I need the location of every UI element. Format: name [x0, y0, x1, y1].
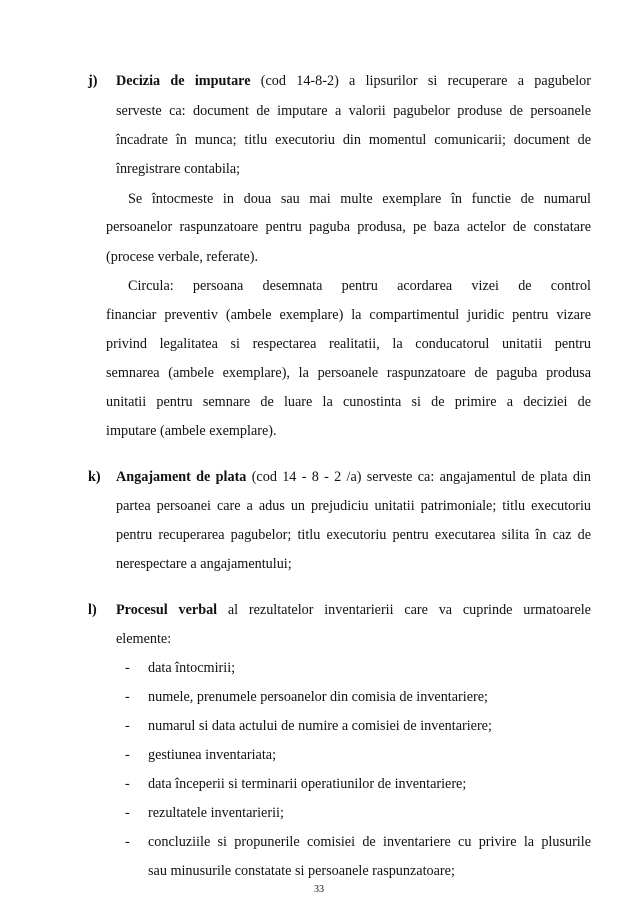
section-j-paragraph3-line: privind legalitatea si respectarea realitatii, la conducatorul unitatii pentru — [106, 336, 591, 352]
section-j-title: Decizia de imputare — [116, 73, 251, 89]
section-j-paragraph2-line: (procese verbale, referate). — [106, 249, 259, 265]
section-j-paragraph3-line: unitatii pentru semnare de luare la cunostinta si de primire a deciziei de — [106, 394, 591, 410]
section-l-heading-line — [116, 601, 591, 619]
section-j-line: înregistrare contabila; — [116, 161, 241, 177]
section-k-title: Angajament de plata — [116, 469, 247, 485]
section-j-paragraph3-line: imputare (ambele exemplare). — [106, 423, 277, 439]
section-k-line: nerespectare a angajamentului; — [116, 556, 292, 572]
section-k-letter: k) — [88, 469, 101, 485]
list-item: data începerii si terminarii operatiunilor de inventariere; — [148, 776, 467, 792]
list-bullet: - — [125, 718, 130, 734]
list-item: rezultatele inventarierii; — [148, 805, 284, 821]
section-j-line: încadrate în munca; titlu executoriu din momentul comunicarii; document de — [116, 132, 591, 148]
list-item: data întocmirii; — [148, 660, 236, 676]
section-l-title-rest: al rezultatelor inventarierii care va cuprinde urmatoarele — [217, 602, 591, 618]
section-j-paragraph2-line: persoanelor raspunzatoare pentru paguba produsa, pe baza actelor de constatare — [106, 219, 591, 235]
list-item-continuation: sau minusurile constatate si persoanele raspunzatoare; — [148, 863, 455, 879]
section-j-paragraph2-line: Se întocmeste in doua sau mai multe exemplare în functie de numarul — [128, 191, 591, 207]
section-k-line: pentru recuperarea pagubelor; titlu executoriu pentru executarea silita în caz de — [116, 527, 591, 543]
section-j-title-rest: (cod 14-8-2) a lipsurilor si recuperare a pagubelor — [250, 73, 591, 89]
list-bullet: - — [125, 834, 130, 850]
section-j-paragraph3-line: semnarea (ambele exemplare), la persoanele raspunzatoare de paguba produsa — [106, 365, 591, 381]
section-l-letter: l) — [88, 602, 97, 618]
list-item: numele, prenumele persoanelor din comisia de inventariere; — [148, 689, 488, 705]
section-k-heading-line — [116, 468, 591, 486]
list-bullet: - — [125, 805, 130, 821]
list-bullet: - — [125, 689, 130, 705]
section-j-letter: j) — [88, 73, 98, 89]
list-item: numarul si data actului de numire a comisiei de inventariere; — [148, 718, 492, 734]
list-item: gestiunea inventariata; — [148, 747, 277, 763]
section-j-paragraph3-line: Circula: persoana desemnata pentru acordarea vizei de control — [128, 278, 591, 294]
section-l-title: Procesul verbal — [116, 602, 218, 618]
section-j-paragraph3-line: financiar preventiv (ambele exemplare) la compartimentul juridic pentru vizare — [106, 307, 591, 323]
section-k-title-rest: (cod 14 - 8 - 2 /a) serveste ca: angajamentul de plata din — [246, 469, 591, 485]
section-k-line: partea persoanei care a adus un prejudiciu unitatii patrimoniale; titlu executoriu — [116, 498, 591, 514]
list-bullet: - — [125, 660, 130, 676]
section-j-heading-line — [116, 72, 591, 90]
list-item: concluziile si propunerile comisiei de inventariere cu privire la plusurile — [148, 834, 591, 850]
page-number: 33 — [314, 884, 324, 895]
list-bullet: - — [125, 747, 130, 763]
section-j-line: serveste ca: document de imputare a valorii pagubelor produse de persoanele — [116, 103, 591, 119]
list-bullet: - — [125, 776, 130, 792]
section-l-line: elemente: — [116, 631, 172, 647]
